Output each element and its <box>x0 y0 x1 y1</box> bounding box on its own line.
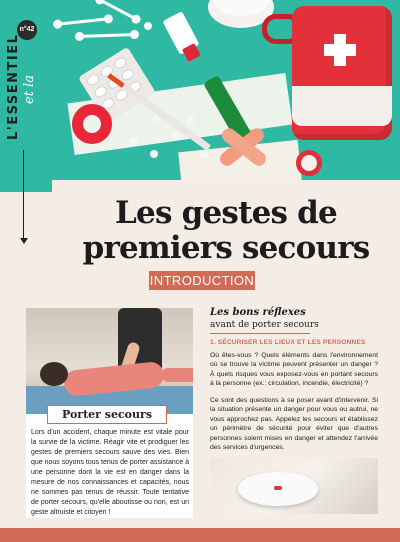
victim-head <box>40 362 68 386</box>
reflexes-subheading: avant de porter secours <box>210 320 319 330</box>
cotton-swab <box>80 33 134 38</box>
title-line-1: Les gestes de <box>115 195 337 231</box>
detector-led <box>274 486 282 490</box>
pill <box>130 138 138 146</box>
issue-number-badge: n°42 <box>17 20 37 40</box>
side-label <box>0 0 50 192</box>
pill <box>186 116 194 124</box>
section-title: 1. SÉCURISER LES LIEUX ET LES PERSONNES <box>210 339 366 346</box>
smoke-detector-photo <box>210 458 378 514</box>
victim-leg <box>162 368 193 382</box>
pill <box>152 116 160 124</box>
side-label-text: L'ESSENTIEL <box>6 33 21 140</box>
card-body: Lors d'un accident, chaque minute est vitale pour la survie de la victime. Réagir vite et prodiguer les gestes de premiers secours sauve des vies. Bien que nous soyons tous tenus de porter assistance à une personne dont la vie est en danger dans la mesure de nos connaissances et capacités, nous ne sommes pas tenus de réussir. Toute tentative de porter secours, qu'elle aboutisse ou non, est un geste altruiste et citoyen ! <box>31 429 189 516</box>
side-divider <box>23 150 24 242</box>
side-script-text: et la <box>22 75 37 104</box>
tape-roll <box>72 104 112 144</box>
page-title <box>52 196 400 266</box>
first-aid-kit-band <box>292 86 392 126</box>
pill <box>200 150 208 158</box>
cpr-photo <box>26 308 193 414</box>
card-title: Porter secours <box>47 405 167 424</box>
bottle-cap <box>296 150 322 176</box>
title-line-2: premiers secours <box>82 230 370 266</box>
pill <box>172 132 180 140</box>
pill <box>144 22 152 30</box>
heading-rule <box>210 333 310 334</box>
footer-band <box>0 528 400 542</box>
reflexes-heading: Les bons réflexes <box>210 307 306 318</box>
paragraph-1: Où êtes-vous ? Quels éléments dans l'environnement où se trouve la victime peuvent présenter un danger ? À quels risques vous exposez-vous en portant secours à la personne (ex.: circulation, incendie, électricité) ? <box>210 352 378 388</box>
pill <box>150 150 158 158</box>
eye-drop-bottle <box>162 11 199 55</box>
paragraph-2: Ce sont des questions à se poser avant d'intervenir. Si la situation présente un danger pour vous ou autrui, ne vous approchez pas. Appelez les secours et établissez un périmètre de sécurité pour éviter que d'autres personnes soient mises en danger et attendez l'arrivée des services d'urgences. <box>210 397 378 452</box>
intro-badge: INTRODUCTION <box>149 273 255 288</box>
arrow-down-icon <box>20 238 28 244</box>
hero-image <box>0 0 400 192</box>
cotton-swab <box>58 17 108 25</box>
medical-cross-icon <box>324 44 356 56</box>
